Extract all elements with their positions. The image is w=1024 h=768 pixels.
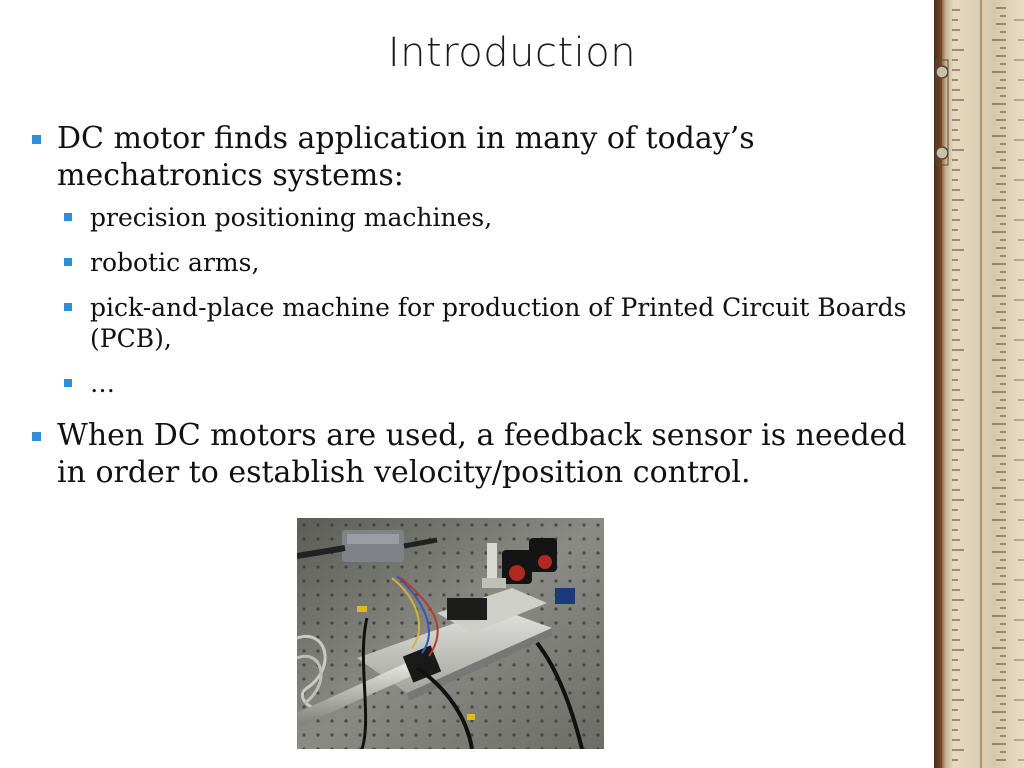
- square-bullet-icon: [64, 379, 72, 387]
- square-bullet-icon: [32, 432, 41, 441]
- sub-bullet-item: [90, 247, 910, 278]
- square-bullet-icon: [64, 303, 72, 311]
- dc-motor-test-rig-photo: [297, 518, 604, 749]
- bullet-text: DC motor finds application in many of today’s mechatronics systems:: [57, 121, 755, 193]
- square-bullet-icon: [64, 258, 72, 266]
- slide-content: [30, 120, 910, 499]
- sub-bullet-item: [90, 368, 910, 399]
- sub-bullet-text: robotic arms,: [90, 248, 260, 277]
- bullet-text: When DC motors are used, a feedback sensor is needed in order to establish velocity/position control.: [57, 418, 907, 490]
- square-bullet-icon: [64, 213, 72, 221]
- sub-bullet-item: [90, 202, 910, 233]
- sub-bullet-text: pick-and-place machine for production of Printed Circuit Boards (PCB),: [90, 293, 907, 353]
- sub-bullet-text: …: [90, 369, 115, 398]
- sub-bullet-text: precision positioning machines,: [90, 203, 493, 232]
- bullet-item: [30, 120, 910, 194]
- square-bullet-icon: [32, 135, 41, 144]
- sub-bullet-list: [30, 202, 910, 399]
- wooden-ruler-icon: [934, 0, 1024, 768]
- sub-bullet-item: [90, 292, 910, 354]
- bullet-item: [30, 417, 910, 491]
- slide-title: Introduction: [387, 30, 637, 76]
